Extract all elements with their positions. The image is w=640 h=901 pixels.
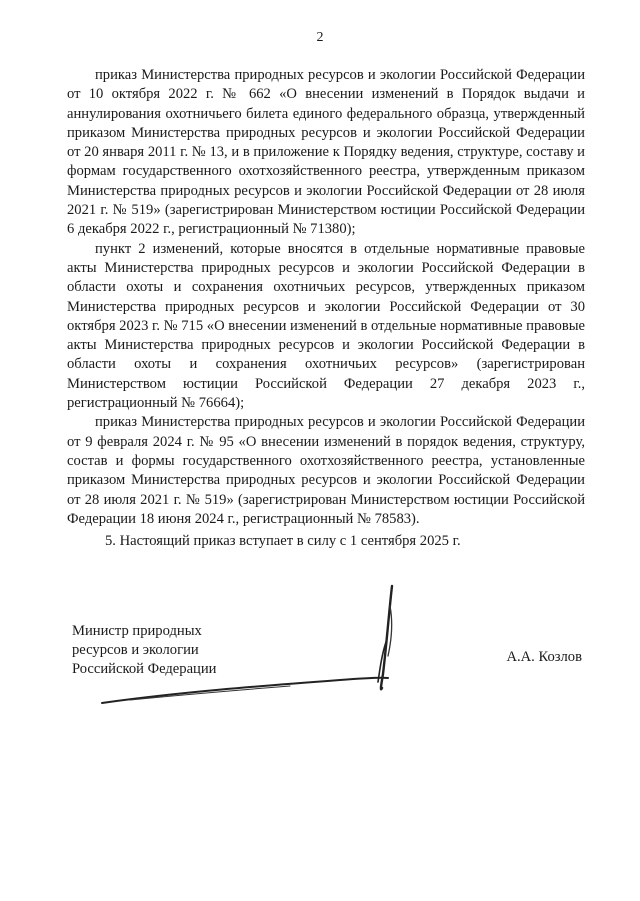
signatory-title-line-3: Российской Федерации	[72, 661, 217, 677]
paragraph-order-662: приказ Министерства природных ресурсов и экологии Российской Федерации от 10 октября 2022 г. № 662 «О внесении изменений в Порядок выдачи и аннулирования охотничьего билета единого федерального образца, утвержденный приказом Министерства природных ресурсов и экологии Российской Федерации от 20 января 2011 г. № 13, и в приложение к Порядку ведения, структуре, составу и формам государственного охотхозяйственного реестра, утвержденным приказом Министерства природных ресурсов и экологии Российской Федерации от 28 июля 2021 г. № 519» (зарегистрирован Министерством юстиции Российской Федерации 6 декабря 2022 г., регистрационный № 71380);	[67, 67, 585, 238]
signatory-name: А.А. Козлов	[506, 649, 582, 665]
document-body	[67, 66, 585, 551]
page-number: 2	[316, 30, 324, 45]
signatory-title-line-1: Министр природных	[72, 623, 202, 639]
handwritten-signature	[40, 582, 440, 712]
paragraph-order-95: приказ Министерства природных ресурсов и экологии Российской Федерации от 9 февраля 2024 г. № 95 «О внесении изменений в порядок ведения, структуру, состав и формы государственного охотхозяйственного реестра, установленные приказом Министерства природных ресурсов и экологии Российской Федерации от 28 июля 2021 г. № 519» (зарегистрирован Министерством юстиции Российской Федерации 18 июня 2024 г., регистрационный № 78583).	[67, 414, 585, 527]
paragraph-order-715: пункт 2 изменений, которые вносятся в отдельные нормативные правовые акты Министерства природных ресурсов и экологии Российской Федерации в области охоты и сохранения охотничьих ресурсов, утвержденных приказом Министерства природных ресурсов и экологии Российской Федерации от 30 октября 2023 г. № 715 «О внесении изменений в отдельные нормативные правовые акты Министерства природных ресурсов и экологии Российской Федерации в области охоты и сохранения охотничьих ресурсов» (зарегистрирован Министерством юстиции Российской Федерации 27 декабря 2023 г., регистрационный № 76664);	[67, 240, 585, 412]
signatory-title-line-2: ресурсов и экологии	[72, 642, 199, 658]
paragraph-effective-date: 5. Настоящий приказ вступает в силу с 1 сентября 2025 г.	[105, 533, 461, 550]
